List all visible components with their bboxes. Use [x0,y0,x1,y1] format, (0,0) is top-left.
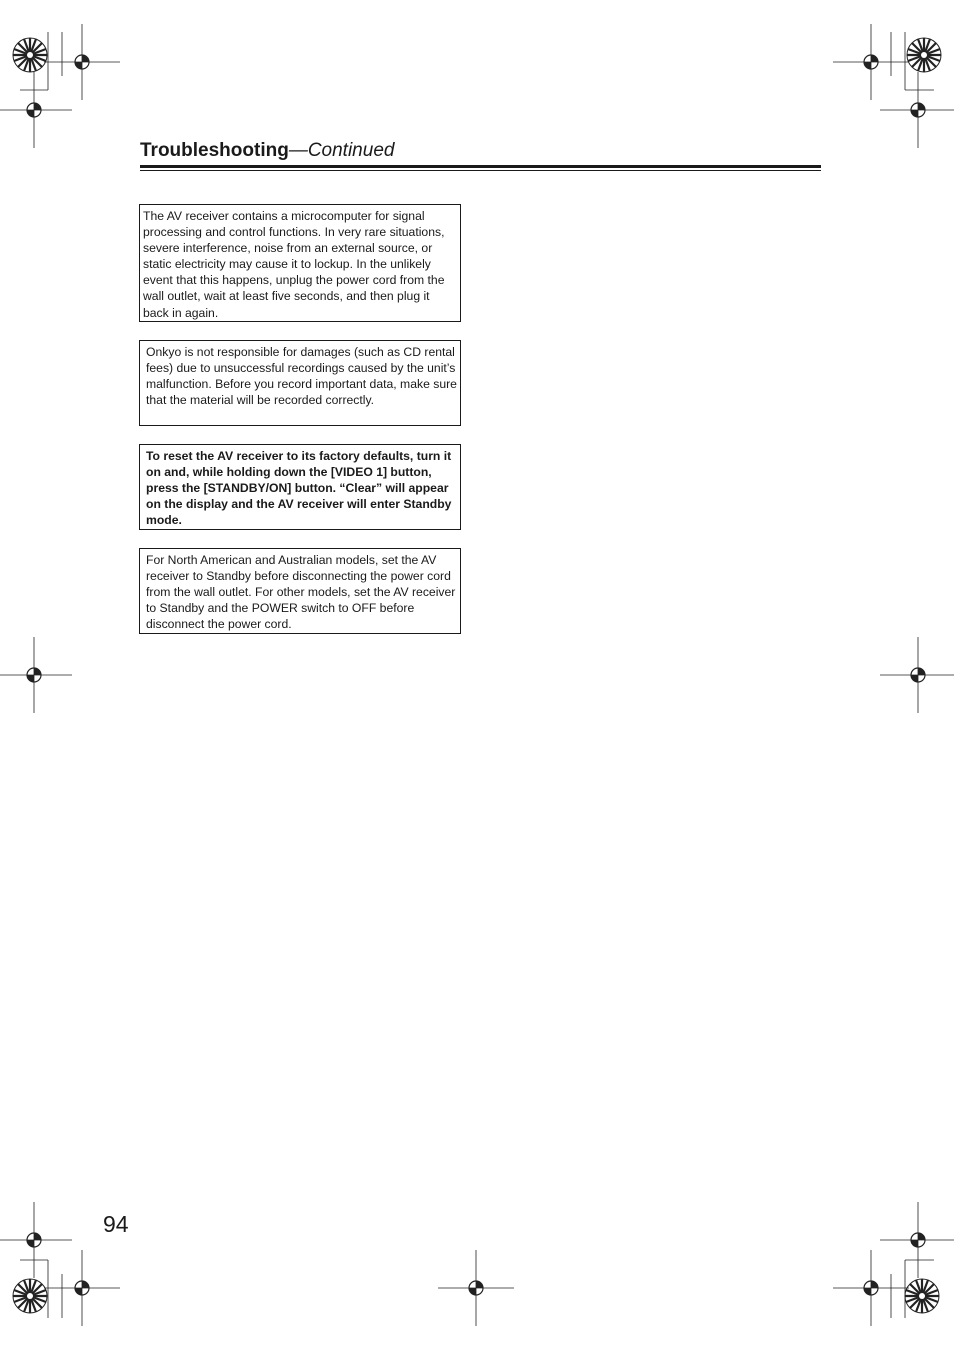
section-title: Troubleshooting [140,140,289,161]
starburst-mark-top-left [13,38,47,72]
starburst-mark-bottom-right [905,1279,939,1313]
header-rule-thin [140,170,821,171]
note-power-disconnect: For North American and Australian models, set the AV receiver to Standby before disconnecting the power cord from the wall outlet. For other models, set the AV receiver to Standby and the POWER switch to OFF before disconnect the power cord. [139,548,461,634]
starburst-mark-top-right [907,38,941,72]
page-number: 94 [103,1211,129,1237]
header-rule-thick [140,165,821,168]
section-title-continued: —Continued [288,140,395,161]
note-microcomputer-lockup: The AV receiver contains a microcomputer for signal processing and control functions. In very rare situations, severe interference, noise from an external source, or static electricity may cause it to lockup. In the unlikely event that this happens, unplug the power cord from the wall outlet, wait at least five seconds, and then plug it back in again. [139,204,461,322]
note-factory-reset: To reset the AV receiver to its factory defaults, turn it on and, while holding down the [VIDEO 1] button, press the [STANDBY/ON] button. “Clear” will appear on the display and the AV receiver will enter Standby mode. [139,444,461,530]
starburst-mark-bottom-left [13,1279,47,1313]
page-header [140,139,394,163]
note-recording-disclaimer: Onkyo is not responsible for damages (such as CD rental fees) due to unsuccessful recordings caused by the unit’s malfunction. Before you record important data, make sure that the material will be recorded correctly. [139,340,461,426]
